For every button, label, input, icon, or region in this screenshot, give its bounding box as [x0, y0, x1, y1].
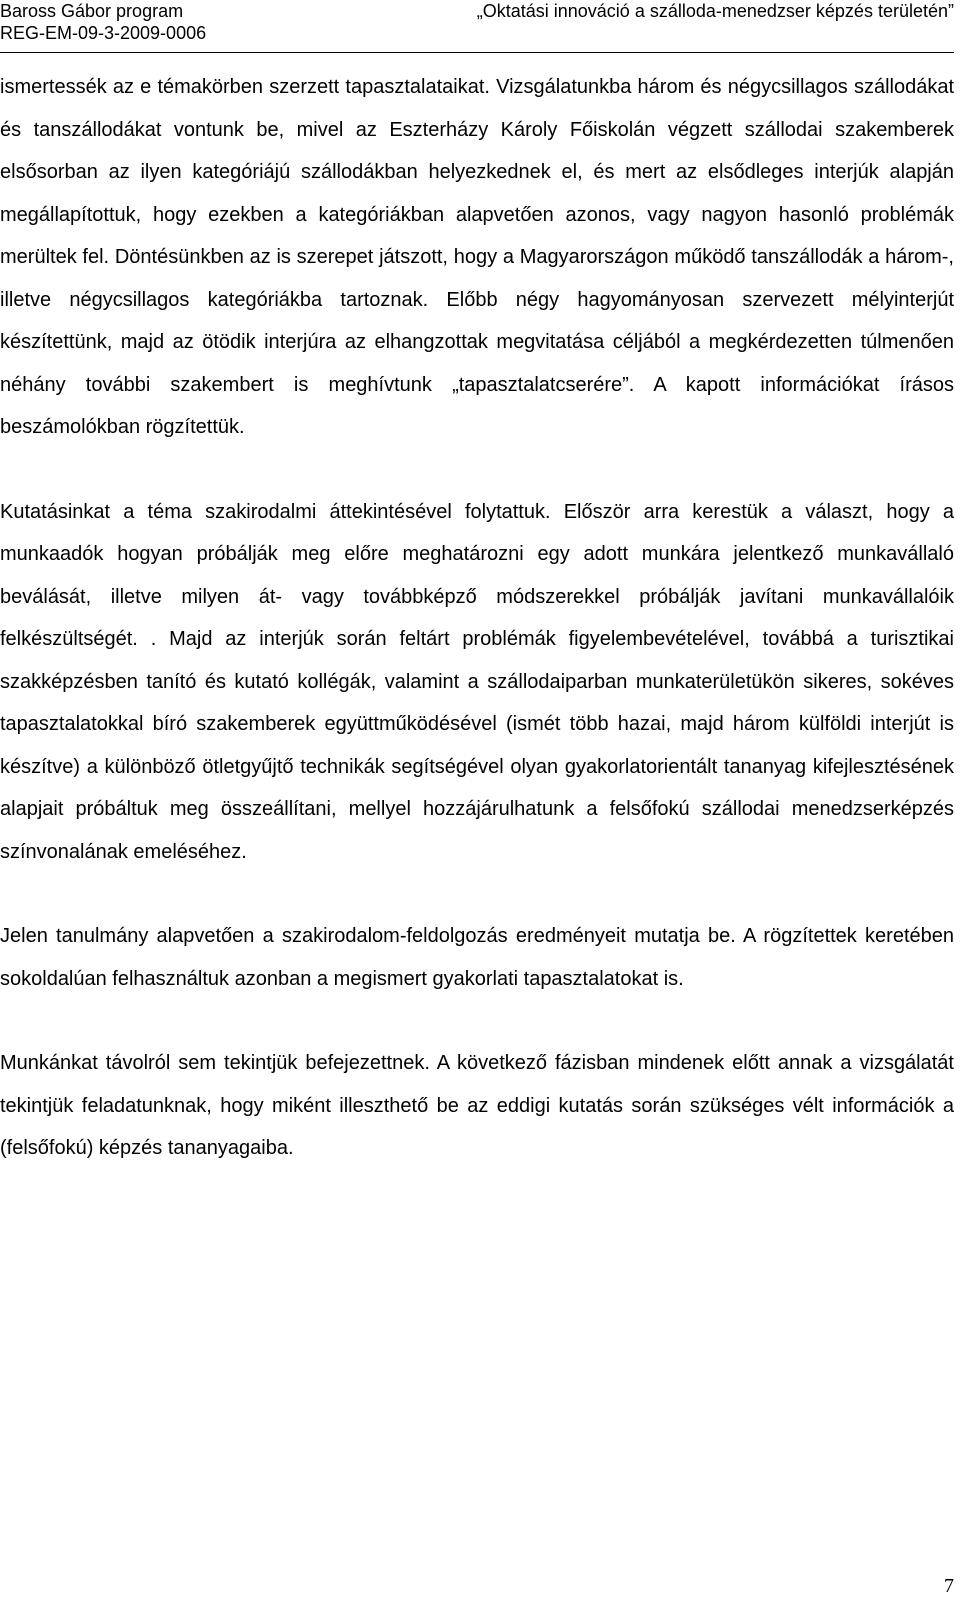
paragraph-literature-review: Kutatásinkat a téma szakirodalmi áttekintésével folytattuk. Először arra kerestük a választ, hogy a munkaadók hogyan próbálják meg előre meghatározni egy adott munkára jelentkező munkavállaló beválását, illetve milyen át- vagy továbbképző módszerekkel próbálják javítani munkavállalóik felkészültségét. . Majd az interjúk során feltárt problémák figyelembevételével, továbbá a turisztikai szakképzésben tanító és kutató kollégák, valamint a szállodaiparban munkaterületükön sikeres, sokéves tapasztalatokkal bíró szakemberek együttműködésével (ismét több hazai, majd három külföldi interjút is készítve) a különböző ötletgyűjtő technikák segítségével olyan gyakorlatorientált tananyag kifejlesztésének alapjait próbáltuk meg összeállítani, mellyel hozzájárulhatunk a felsőfokú szállodai menedzserképzés színvonalának emeléséhez. — [0, 500, 954, 863]
header-program-name: Baross Gábor program — [0, 1, 184, 21]
header-project-title: „Oktatási innováció a szálloda-menedzser képzés területén” — [476, 1, 954, 21]
paragraph-study-scope: Jelen tanulmány alapvetően a szakirodalom-feldolgozás eredményeit mutatja be. A rögzítettek keretében sokoldalúan felhasználtuk azonban a megismert gyakorlati tapasztalatokat is. — [0, 925, 954, 990]
paragraph-methodology: ismertessék az e témakörben szerzett tapasztalataikat. Vizsgálatunkba három és négycsillagos szállodákat és tanszállodákat vontunk be, mivel az Eszterházy Károly Főiskolán végzett szállodai szakemberek elsősorban az ilyen kategóriájú szállodákban helyezkednek el, és mert az elsődleges interjúk alapján megállapítottuk, hogy ezekben a kategóriákban alapvetően azonos, vagy nagyon hasonló problémák merültek fel. Döntésünkben az is szerepet játszott, hogy a Magyarországon működő tanszállodák a három-, illetve négycsillagos kategóriákba tartoznak. Előbb négy hagyományosan szervezett mélyinterjút készítettünk, majd az ötödik interjúra az elhangzottak megvitatása céljából a megkérdezetten túlmenően néhány további szakembert is meghívtunk „tapasztalatcserére”. A kapott információkat írásos beszámolókban rögzítettük. — [0, 76, 954, 438]
paragraph-next-phase: Munkánkat távolról sem tekintjük befejezettnek. A következő fázisban mindenek előtt annak a vizsgálatát tekintjük feladatunknak, hogy miként illeszthető be az eddigi kutatás során szükséges vélt információk a (felsőfokú) képzés tananyagaiba. — [0, 1052, 954, 1159]
header-registration-code: REG-EM-09-3-2009-0006 — [0, 23, 207, 43]
page-header — [0, 0, 954, 53]
page-number: 7 — [944, 1575, 954, 1597]
document-body — [0, 66, 954, 1170]
